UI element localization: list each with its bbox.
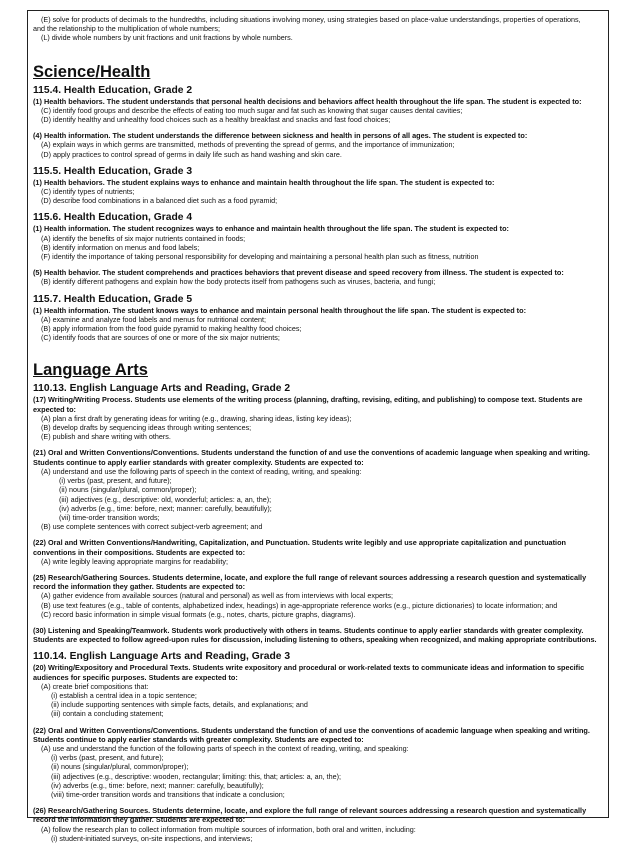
text-line: (A) examine and analyze food labels and menus for nutritional content; [41,314,266,324]
text-line: (B) use text features (e.g., table of contents, alphabetized index, headings) in age-appropriate reference works (e.g., picture dictionaries) to locate information; and [41,600,558,610]
text-line: (D) describe food combinations in a balanced diet such as a food pyramid; [41,196,278,206]
text-line: (A) explain ways in which germs are transmitted, methods of preventing the spread of germs, and the importance of immunization; [41,140,455,150]
text-line: (A) create brief compositions that: [41,681,149,691]
standard-line: (4) Health information. The student understands the difference between sickness and health in persons of all ages. The student is expected to: [33,131,528,141]
text-line: (C) record basic information in simple visual formats (e.g., notes, charts, picture graphs, diagrams). [41,609,356,619]
text-line: (viii) time-order transition words and transitions that indicate a conclusion; [51,789,285,799]
text-line: (i) verbs (past, present, and future); [59,476,172,486]
text-line: (F) identify the importance of taking personal responsibility for developing and maintaining a personal health plan such as fitness, nutrition [41,252,479,262]
subsection-heading: 115.5. Health Education, Grade 3 [33,165,193,177]
text-line: (A) identify the benefits of six major nutrients contained in foods; [41,233,246,243]
standard-line: (21) Oral and Written Conventions/Conventions. Students understand the function of and use the conventions of academic language when speaking and writing. [33,448,590,458]
text-line: (B) identify information on menus and food labels; [41,242,200,252]
standard-line: (1) Health behaviors. The student understands that personal health decisions and behaviors affect health throughout the life span. The student is expected to: [33,96,582,106]
standard-line: audiences for specific purposes. Students are expected to: [33,672,238,682]
text-line: (iii) adjectives (e.g., descriptive: wooden, rectangular; limiting: this, that; articles: a, an, the); [51,771,342,781]
standard-line: (20) Writing/Expository and Procedural Texts. Students write expository and procedural or work-related texts to communicate ideas and information to specific [33,663,585,673]
document-page [27,10,609,843]
standard-line: (30) Listening and Speaking/Teamwork. Students work productively with others in teams. Students continue to apply earlier standards with greater complexity. [33,625,584,635]
standard-line: expected to: [33,404,76,414]
text-line: (iii) contain a concluding statement; [51,709,164,719]
standard-line: (1) Health behaviors. The student explains ways to enhance and maintain health throughout the life span. The student is expected to: [33,177,495,187]
standard-line: (25) Research/Gathering Sources. Students determine, locate, and explore the full range of relevant sources addressing a research question and systematically [33,572,587,582]
text-line: (C) identify food groups and describe the effects of eating too much sugar and fat such as knowing that sugar causes dental cavities; [41,105,463,115]
standard-line: (17) Writing/Writing Process. Students use elements of the writing process (planning, drafting, revising, editing, and publishing) to compose text. Students are [33,395,583,405]
text-line: (E) publish and share writing with others. [41,432,171,442]
standard-line: (22) Oral and Written Conventions/Conventions. Students understand the function of and use the conventions of academic language when speaking and writing. [33,725,590,735]
text-line: (A) use and understand the function of the following parts of speech in the context of reading, writing, and speaking: [41,743,409,753]
text-line: (iv) adverbs (e.g., time: before, next; manner: carefully, beautifully); [59,503,272,513]
text-line: (i) verbs (past, present, and future); [51,753,164,763]
section-heading-science: Science/Health [33,62,151,81]
text-line: (A) follow the research plan to collect information from multiple sources of information, both oral and written, including: [41,824,416,834]
text-line: (iv) adverbs (e.g., time: before, next; manner: carefully, beautifully); [51,780,264,790]
text-line: (B) use complete sentences with correct subject-verb agreement; and [41,522,263,532]
text-line: (iii) adjectives (e.g., descriptive: old, wonderful; articles: a, an, the); [59,494,272,504]
text-line: (C) identify types of nutrients; [41,187,135,197]
text-line: (ii) nouns (singular/plural, common/proper); [51,762,189,772]
subsection-heading: 110.13. English Language Arts and Reading, Grade 2 [33,383,291,395]
standard-line: (1) Health information. The student knows ways to enhance and maintain personal health throughout the life span. The student is expected to: [33,305,526,315]
subsection-heading: 115.6. Health Education, Grade 4 [33,212,193,224]
text-line: (ii) nouns (singular/plural, common/proper); [59,485,197,495]
text-line: (vii) time-order transition words; [59,512,160,522]
subsection-heading: 115.7. Health Education, Grade 5 [33,293,193,305]
text-line: (A) plan a first draft by generating ideas for writing (e.g., drawing, sharing ideas, listing key ideas); [41,413,352,423]
standard-line: Students are expected to follow agreed-upon rules for discussion, including listening to others, speaking when recognized, and making appropriate contributions. [33,635,597,645]
subsection-heading: 110.14. English Language Arts and Reading, Grade 3 [33,651,291,663]
standard-line: Students continue to apply earlier standards with greater complexity. Students are expected to: [33,457,364,467]
standard-line: (5) Health behavior. The student comprehends and practices behaviors that prevent disease and speed recovery from illness. The student is expected to: [33,268,564,278]
standard-line: record the information they gather. Students are expected to: [33,815,246,825]
text-line: (B) develop drafts by sequencing ideas through writing sentences; [41,423,252,433]
text-line: (ii) include supporting sentences with simple facts, details, and explanations; and [51,700,308,710]
text-line: (L) divide whole numbers by unit fractions and unit fractions by whole numbers. [41,33,293,43]
standard-line: record the information they gather. Students are expected to: [33,582,246,592]
text-line: (D) apply practices to control spread of germs in daily life such as hand washing and skin care. [41,149,342,159]
standard-line: (26) Research/Gathering Sources. Students determine, locate, and explore the full range of relevant sources addressing a research question and systematically [33,806,587,816]
text-line: (i) student-initiated surveys, on-site inspections, and interviews; [51,833,253,843]
standard-line: (22) Oral and Written Conventions/Handwriting, Capitalization, and Punctuation. Students write legibly and use appropriate capitalization and punctuation [33,538,566,548]
text-line: (B) apply information from the food guide pyramid to making healthy food choices; [41,324,302,334]
standard-line: conventions in their compositions. Students are expected to: [33,547,246,557]
text-line: (D) identify healthy and unhealthy food choices such as a healthy breakfast and snacks and fast food choices; [41,115,391,125]
standard-line: (1) Health information. The student recognizes ways to enhance and maintain health throughout the life span. The student is expected to: [33,224,509,234]
section-heading-language-arts: Language Arts [33,361,148,380]
subsection-heading: 115.4. Health Education, Grade 2 [33,84,193,96]
text-line: (A) gather evidence from available sources (natural and personal) as well as from interviews with local experts; [41,591,393,601]
text-line: (E) solve for products of decimals to the hundredths, including situations involving money, using strategies based on place-value understandings, properties of operations, [41,15,581,24]
text-line: (B) identify different pathogens and explain how the body protects itself from pathogens such as viruses, bacteria, and fungi; [41,277,436,287]
text-line: (i) establish a central idea in a topic sentence; [51,690,197,700]
text-line: and the relationship to the multiplication of whole numbers; [33,24,220,34]
text-line: (A) write legibly leaving appropriate margins for readability; [41,556,228,566]
text-line: (C) identify foods that are sources of one or more of the six major nutrients; [41,333,280,343]
standard-line: Students continue to apply earlier standards with greater complexity. Students are expected to: [33,734,364,744]
text-line: (A) understand and use the following parts of speech in the context of reading, writing, and speaking: [41,466,362,476]
